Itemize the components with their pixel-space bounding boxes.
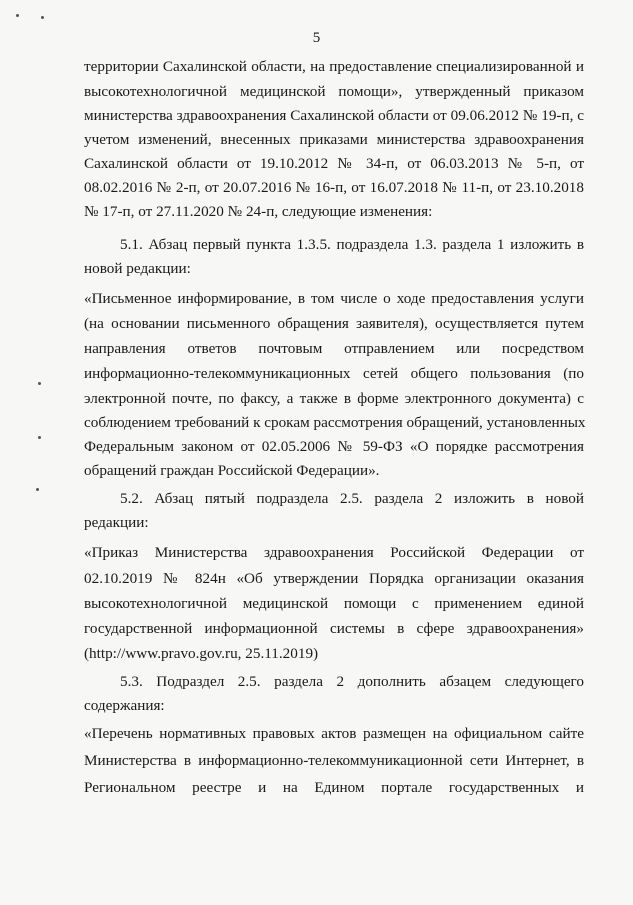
paragraph-5-2-first-line: 5.2. Абзац пятый подраздела 2.5. раздела 2 изложить в новой xyxy=(120,490,584,507)
quote-line: направления ответов почтовым отправлением или посредством xyxy=(84,340,584,357)
quote-line: (http://www.pravo.gov.ru, 25.11.2019) xyxy=(84,645,319,662)
scan-speck xyxy=(16,14,19,17)
paragraph-5-3-first-line: 5.3. Подраздел 2.5. раздела 2 дополнить абзацем следующего xyxy=(120,673,584,690)
scan-speck xyxy=(38,436,41,439)
quote-line: высокотехнологичной медицинской помощи с применением единой xyxy=(84,595,584,612)
text-line: новой редакции: xyxy=(84,260,191,277)
text-line: высокотехнологичной медицинской помощи», утвержденный приказом xyxy=(84,83,584,100)
quote-line: Федеральным законом от 02.05.2006 № 59-ФЗ «О порядке рассмотрения xyxy=(84,438,584,455)
text-line: министерства здравоохранения Сахалинской области от 09.06.2012 № 19-п, с xyxy=(84,107,584,124)
text-line: учетом изменений, внесенных приказами министерства здравоохранения xyxy=(84,131,584,148)
quote-line: «Письменное информирование, в том числе о ходе предоставления услуги xyxy=(84,290,584,307)
quote-line: (на основании письменного обращения заявителя), осуществляется путем xyxy=(84,315,584,332)
quote-line: Региональном реестре и на Едином портале государственных и xyxy=(84,779,584,796)
quote-line: «Приказ Министерства здравоохранения Российской Федерации от xyxy=(84,544,584,561)
quote-line: «Перечень нормативных правовых актов размещен на официальном сайте xyxy=(84,725,584,742)
page-number: 5 xyxy=(312,30,321,46)
text-line: 08.02.2016 № 2-п, от 20.07.2016 № 16-п, от 16.07.2018 № 11-п, от 23.10.2018 xyxy=(84,179,584,196)
text-line: Сахалинской области от 19.10.2012 № 34-п, от 06.03.2013 № 5-п, от xyxy=(84,155,584,172)
quote-line: информационно-телекоммуникационных сетей общего пользования (по xyxy=(84,365,584,382)
text-line: территории Сахалинской области, на предоставление специализированной и xyxy=(84,58,584,75)
quote-line: соблюдением требований к срокам рассмотрения обращений, установленных xyxy=(84,414,586,431)
quote-line: государственной информационной системы в сфере здравоохранения» xyxy=(84,620,584,637)
text-line: редакции: xyxy=(84,514,149,531)
paragraph-5-1-first-line: 5.1. Абзац первый пункта 1.3.5. подраздела 1.3. раздела 1 изложить в xyxy=(120,236,584,253)
quote-line: 02.10.2019 № 824н «Об утверждении Порядка организации оказания xyxy=(84,570,584,587)
scan-speck xyxy=(36,488,39,491)
quote-line: обращений граждан Российской Федерации». xyxy=(84,462,380,479)
scan-speck xyxy=(41,16,44,19)
text-line: содержания: xyxy=(84,697,165,714)
quote-line: Министерства в информационно-телекоммуникационной сети Интернет, в xyxy=(84,752,584,769)
scan-speck xyxy=(38,382,41,385)
text-line: № 17-п, от 27.11.2020 № 24-п, следующие изменения: xyxy=(84,203,433,220)
quote-line: электронной почте, по факсу, а также в форме электронного документа) с xyxy=(84,390,584,407)
